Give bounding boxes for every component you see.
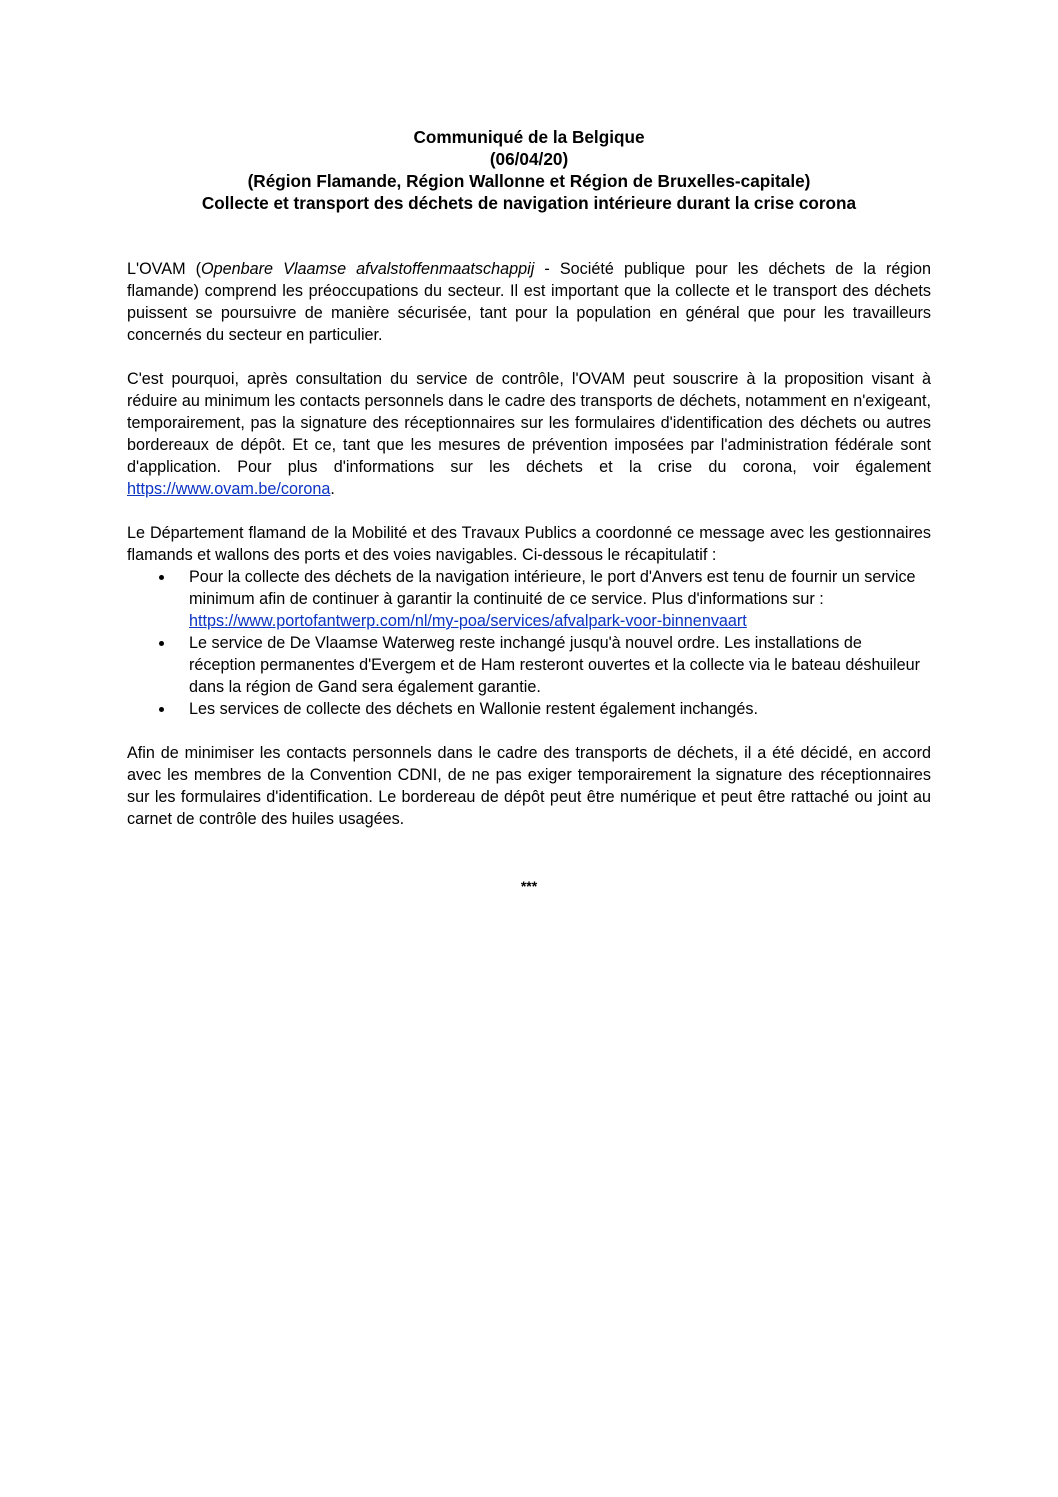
list-item-antwerp-text: Pour la collecte des déchets de la navigation intérieure, le port d'Anvers est tenu de fournir un service minimum afin de continuer à garantir la continuité de ce service. Plus d'informations sur : — [189, 568, 916, 608]
document-header — [120, 126, 938, 214]
paragraph-proposal-text: C'est pourquoi, après consultation du service de contrôle, l'OVAM peut souscrire à la proposition visant à réduire au minimum les contacts personnels dans le cadre des transports de déchets, notamment en n'exigeant, temporairement, pas la signature des réceptionnaires sur les formulaires d'identification des déchets ou autres bordereaux de dépôt. Et ce, tant que les mesures de prévention imposées par l'administration fédérale sont d'application. Pour plus d'informations sur les déchets et la crise du corona, voir également — [127, 370, 931, 476]
bullet-icon — [159, 641, 164, 646]
end-marker: *** — [520, 878, 538, 894]
list-item — [127, 632, 931, 698]
paragraph-coordination: Le Département flamand de la Mobilité et des Travaux Publics a coordonné ce message avec les gestionnaires flamands et wallons des ports et des voies navigables. Ci-dessous le récapitulatif : — [127, 524, 931, 564]
bullet-icon — [159, 707, 164, 712]
list-item — [127, 698, 931, 720]
list-item-waterweg-text: Le service de De Vlaamse Waterweg reste inchangé jusqu'à nouvel ordre. Les installations de réception permanentes d'Evergem et de Ham resteront ouvertes et la collecte via le bateau déshuileur dans la région de Gand sera également garantie. — [189, 634, 921, 696]
paragraph-ovam — [127, 258, 931, 346]
paragraph-cdni: Afin de minimiser les contacts personnels dans le cadre des transports de déchets, il a été décidé, en accord avec les membres de la Convention CDNI, de ne pas exiger temporairement la signature des réceptionnaires sur les formulaires d'identification. Le bordereau de dépôt peut être numérique et peut être rattaché ou joint au carnet de contrôle des huiles usagées. — [127, 744, 931, 828]
document-body — [127, 258, 931, 852]
paragraph-proposal-end: . — [330, 480, 335, 498]
ovam-corona-link[interactable]: https://www.ovam.be/corona — [127, 480, 331, 498]
list-item-wallonie-text: Les services de collecte des déchets en Wallonie restent également inchangés. — [189, 700, 758, 718]
ovam-full-name: Openbare Vlaamse afvalstoffenmaatschappij — [201, 260, 535, 278]
port-antwerp-link[interactable]: https://www.portofantwerp.com/nl/my-poa/services/afvalpark-voor-binnenvaart — [189, 612, 747, 630]
bullet-icon — [159, 575, 164, 580]
header-regions: (Région Flamande, Région Wallonne et Région de Bruxelles-capitale) — [247, 171, 811, 191]
list-item — [127, 566, 931, 632]
paragraph-ovam-start: L'OVAM ( — [127, 260, 202, 278]
header-date: (06/04/20) — [489, 149, 569, 169]
header-subject: Collecte et transport des déchets de navigation intérieure durant la crise corona — [201, 193, 857, 213]
paragraph-proposal — [127, 368, 931, 500]
summary-list — [127, 566, 931, 720]
header-title: Communiqué de la Belgique — [413, 127, 645, 147]
paragraph-ovam-rest: - Société publique pour les déchets de la région flamande) comprend les préoccupations du secteur. Il est important que la collecte et le transport des déchets puissent se poursuivre de manière sécurisée, tant pour la population en général que pour les travailleurs concernés du secteur en particulier. — [127, 260, 931, 344]
